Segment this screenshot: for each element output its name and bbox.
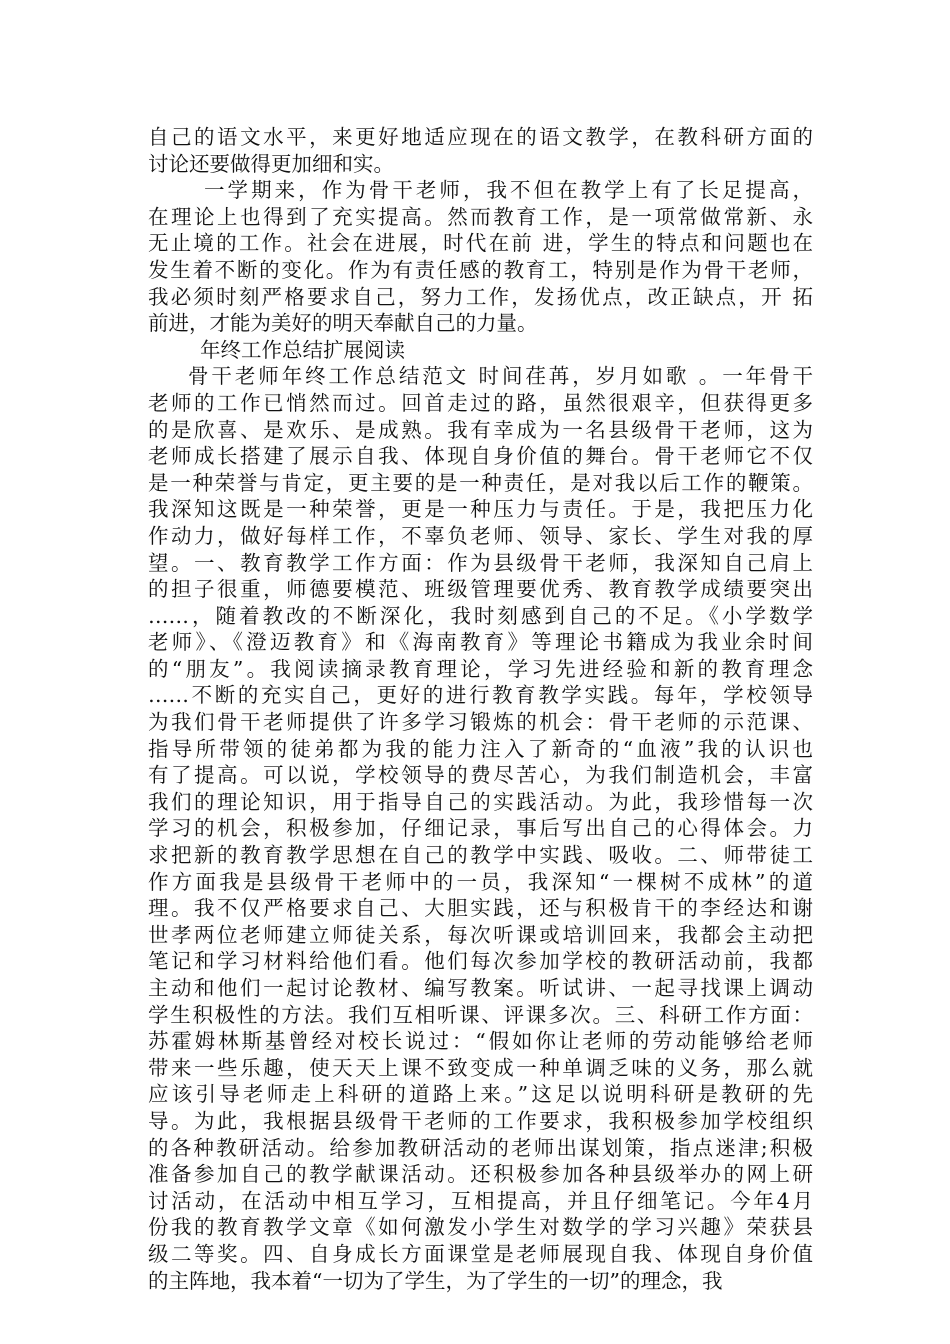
text-line: 老师成长搭建了展示自我、体现自身价值的舞台。骨干老师它不仅 — [148, 444, 813, 469]
text-line: 准备参加自己的教学献课活动。还积极参加各种县级举办的网上研 — [148, 1162, 813, 1187]
text-line: 作方面我是县级骨干老师中的一员，我深知“一棵树不成林”的道 — [148, 869, 813, 894]
text-line: 级二等奖。四、自身成长方面课堂是老师展现自我、体现自身价值 — [148, 1241, 813, 1266]
text-line: 讨论还要做得更加细和实。 — [148, 151, 394, 176]
text-line: 苏霍姆林斯基曾经对校长说过：“假如你让老师的劳动能够给老师 — [148, 1029, 813, 1054]
text-line: ……，随着教改的不断深化，我时刻感到自己的不足。《小学数学 — [148, 603, 813, 628]
text-line: 导。为此，我根据县级骨干老师的工作要求，我积极参加学校组织 — [148, 1108, 813, 1133]
text-line: 理。我不仅严格要求自己、大胆实践，还与积极肯干的李经达和谢 — [148, 896, 813, 921]
text-line: 自己的语文水平，来更好地适应现在的语文教学，在教科研方面的 — [148, 125, 813, 149]
text-line: 发生着不断的变化。作为有责任感的教育工，特别是作为骨干老师， — [148, 257, 813, 282]
text-line: 是一种荣誉与肯定，更主要的是一种责任，是对我以后工作的鞭策。 — [148, 470, 813, 495]
text-line: 带来一些乐趣，使天天上课不致变成一种单调乏味的义务，那么就 — [148, 1055, 813, 1080]
text-line: 指导所带领的徒弟都为我的能力注入了新奇的“血液”我的认识也 — [148, 736, 813, 761]
text-line: 我们的理论知识，用于指导自己的实践活动。为此，我珍惜每一次 — [148, 789, 813, 814]
text-line: 无止境的工作。社会在进展，时代在前 进，学生的特点和问题也在 — [148, 231, 813, 256]
text-line: 应该引导老师走上科研的道路上来。”这足以说明科研是教研的先 — [148, 1082, 813, 1107]
text-line: 望。一、教育教学工作方面：作为县级骨干老师，我深知自己肩上 — [148, 550, 813, 575]
text-line: 的各种教研活动。给参加教研活动的老师出谋划策，指点迷津;积极 — [148, 1135, 813, 1160]
text-line: 老师》、《澄迈教育》和《海南教育》等理论书籍成为我业余时间 — [148, 630, 813, 655]
text-line: ……不断的充实自己，更好的进行教育教学实践。每年，学校领导 — [148, 683, 813, 708]
text-line: 有了提高。可以说，学校领导的费尽苦心，为我们制造机会，丰富 — [148, 763, 813, 788]
text-line: 学生积极性的方法。我们互相听课、评课多次。三、科研工作方面： — [148, 1002, 813, 1027]
text-line: 的担子很重，师德要模范、班级管理要优秀、教育教学成绩要突出 — [148, 577, 813, 602]
text-line: 学习的机会，积极参加，仔细记录，事后写出自己的心得体会。力 — [148, 816, 813, 841]
text-line: 的是欣喜、是欢乐、是成熟。我有幸成为一名县级骨干老师，这为 — [148, 417, 813, 442]
text-line: 为我们骨干老师提供了许多学习锻炼的机会：骨干老师的示范课、 — [148, 710, 813, 735]
text-line: 老师的工作已悄然而过。回首走过的路，虽然很艰辛，但获得更多 — [148, 390, 813, 415]
text-line: 笔记和学习材料给他们看。他们每次参加学校的教研活动前，我都 — [148, 949, 813, 974]
text-line: 在理论上也得到了充实提高。然而教育工作，是一项常做常新、永 — [148, 204, 813, 229]
section-heading: 年终工作总结扩展阅读 — [200, 337, 405, 362]
text-line: 一学期来，作为骨干老师，我不但在教学上有了长足提高， — [204, 178, 813, 203]
text-line: 主动和他们一起讨论教材、编写教案。听试讲、一起寻找课上调动 — [148, 976, 813, 1000]
text-line: 作动力，做好每样工作，不辜负老师、领导、家长、学生对我的厚 — [148, 523, 813, 548]
text-line: 的主阵地，我本着“一切为了学生，为了学生的一切”的理念，我 — [148, 1268, 723, 1293]
text-line: 份我的教育教学文章《如何激发小学生对数学的学习兴趣》荣获县 — [148, 1215, 813, 1240]
text-line: 骨干老师年终工作总结范文 时间荏苒，岁月如歌 。一年骨干 — [188, 364, 813, 389]
text-line: 求把新的教育教学思想在自己的教学中实践、吸收。二、师带徒工 — [148, 843, 813, 868]
text-line: 讨活动，在活动中相互学习，互相提高，并且仔细笔记。今年4月 — [148, 1188, 813, 1213]
document-body — [148, 124, 813, 1294]
text-line: 世孝两位老师建立师徒关系，每次听课或培训回来，我都会主动把 — [148, 922, 813, 947]
text-line: 我必须时刻严格要求自己，努力工作，发扬优点，改正缺点，开 拓 — [148, 284, 813, 309]
text-line: 前进，才能为美好的明天奉献自己的力量。 — [148, 311, 538, 336]
text-line: 我深知这既是一种荣誉，更是一种压力与责任。于是，我把压力化 — [148, 497, 813, 522]
text-line: 的“朋友”。我阅读摘录教育理论，学习先进经验和新的教育理念 — [148, 656, 813, 681]
